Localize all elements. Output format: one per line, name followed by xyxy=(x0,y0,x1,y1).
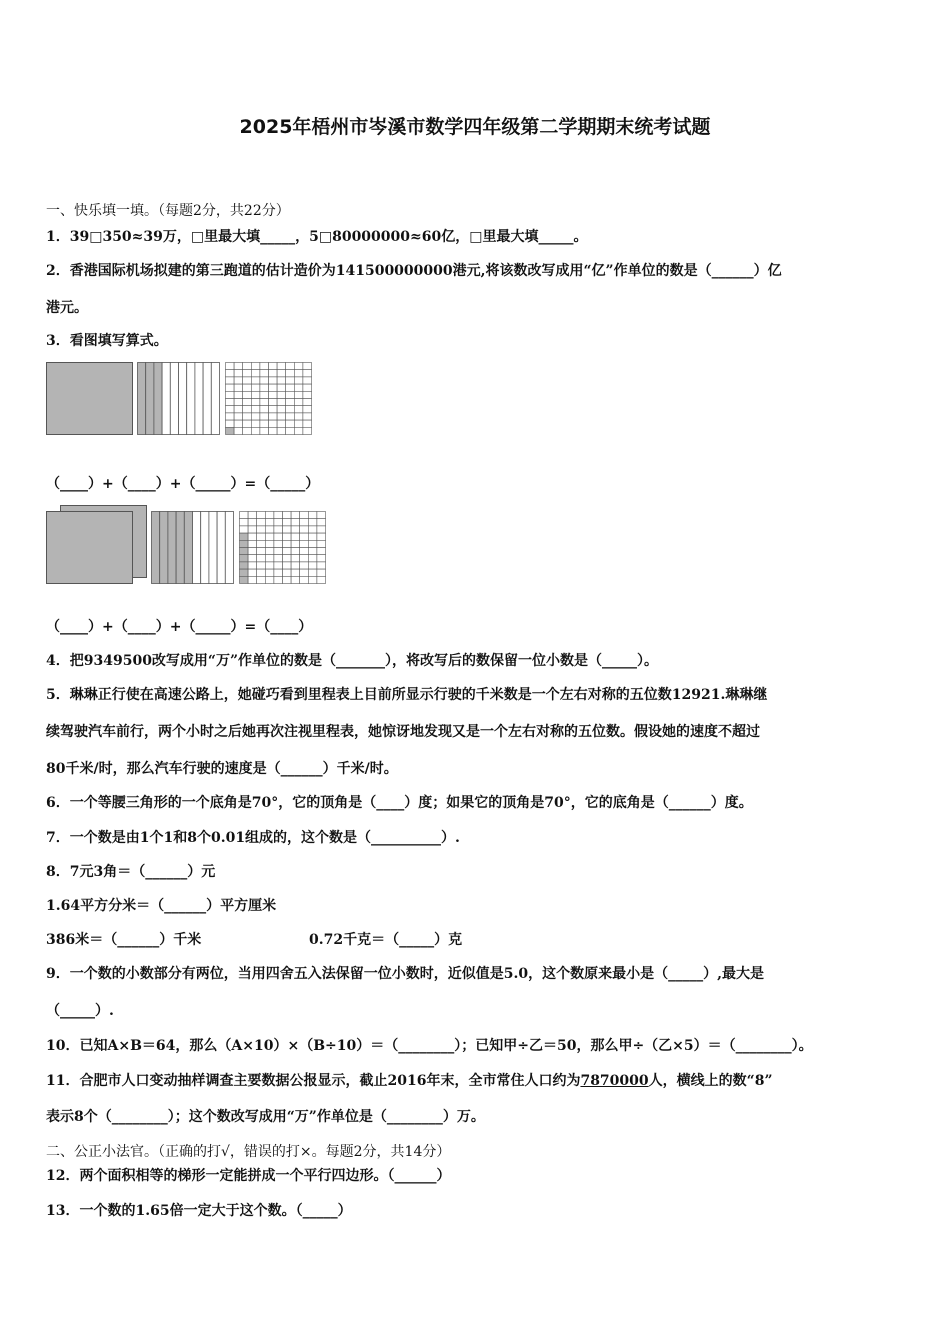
grid-cell xyxy=(251,399,260,406)
empty-strip xyxy=(179,363,187,435)
grid-cell xyxy=(291,540,300,547)
grid-cell xyxy=(303,384,312,391)
grid-cell xyxy=(269,370,278,377)
question-5-line-3: 80千米/时，那么汽车行驶的速度是（______）千米/时。 xyxy=(46,761,398,777)
shaded-strip xyxy=(160,512,168,584)
question-8-c: 386米＝（______）千米 xyxy=(46,932,202,948)
empty-strip xyxy=(170,363,178,435)
grid-cell xyxy=(243,363,252,370)
grid-cell xyxy=(257,540,266,547)
grid-cell xyxy=(277,406,286,413)
grid-cell xyxy=(303,391,312,398)
grid-cell xyxy=(260,399,269,406)
grid-cell xyxy=(283,576,292,583)
grid-cell xyxy=(294,377,303,384)
grid-cell xyxy=(277,370,286,377)
grid-cell xyxy=(291,548,300,555)
grid-cell xyxy=(243,427,252,434)
grid-cell xyxy=(294,413,303,420)
grid-cell xyxy=(300,533,309,540)
grid-cell xyxy=(248,512,257,519)
figure-2-full-squares xyxy=(46,505,148,585)
grid-cell xyxy=(317,569,326,576)
grid-cell xyxy=(260,377,269,384)
question-7: 7．一个数是由1个1和8个0.01组成的，这个数是（__________）. xyxy=(46,830,460,846)
question-11-text-after: 人，横线上的数“8” xyxy=(648,1073,773,1089)
grid-cell xyxy=(274,576,283,583)
shaded-strip xyxy=(154,363,162,435)
grid-cell xyxy=(265,526,274,533)
grid-cell xyxy=(251,377,260,384)
grid-cell xyxy=(265,540,274,547)
grid-cell xyxy=(291,519,300,526)
grid-cell xyxy=(294,384,303,391)
grid-cell xyxy=(277,399,286,406)
question-3: 3．看图填写算式。 xyxy=(46,333,168,349)
grid-cell xyxy=(300,569,309,576)
grid-cell xyxy=(257,569,266,576)
grid-cell xyxy=(286,391,295,398)
grid-cell xyxy=(251,384,260,391)
question-4: 4．把9349500改写成用“万”作单位的数是（_______），将改写后的数保留一位小数是（_____）。 xyxy=(46,653,659,669)
empty-strip xyxy=(225,512,233,584)
grid-cell xyxy=(283,569,292,576)
grid-cell xyxy=(291,555,300,562)
grid-cell xyxy=(234,420,243,427)
grid-cell xyxy=(303,377,312,384)
grid-cell xyxy=(257,555,266,562)
grid-cell xyxy=(269,384,278,391)
grid-cell xyxy=(248,555,257,562)
grid-cell xyxy=(308,540,317,547)
grid-cell xyxy=(265,512,274,519)
grid-cell xyxy=(226,377,235,384)
grid-cell xyxy=(277,420,286,427)
grid-cell xyxy=(240,526,249,533)
grid-cell xyxy=(274,548,283,555)
grid-cell xyxy=(294,370,303,377)
question-8-a: 8．7元3角＝（______）元 xyxy=(46,864,216,880)
grid-cell xyxy=(248,540,257,547)
grid-cell xyxy=(226,406,235,413)
grid-cell xyxy=(234,427,243,434)
question-11-line-1 xyxy=(46,1071,773,1091)
question-3-formula-1: （____）+（____）+（_____）=（_____） xyxy=(46,476,320,492)
grid-cell xyxy=(274,533,283,540)
grid-cell xyxy=(274,512,283,519)
grid-cell xyxy=(283,540,292,547)
grid-cell xyxy=(251,363,260,370)
grid-cell xyxy=(226,420,235,427)
grid-cell xyxy=(234,391,243,398)
grid-cell xyxy=(300,562,309,569)
question-5-line-2: 续驾驶汽车前行，两个小时之后她再次注视里程表，她惊讶地发现又是一个左右对称的五位数。假设她的速度不超过 xyxy=(46,724,760,740)
grid-cell xyxy=(283,555,292,562)
grid-cell xyxy=(269,420,278,427)
grid-cell xyxy=(243,420,252,427)
grid-cell xyxy=(277,391,286,398)
grid-cell xyxy=(243,370,252,377)
grid-cell xyxy=(248,562,257,569)
question-10: 10．已知A×B＝64，那么（A×10）×（B÷10）＝（________）；已知甲÷乙＝50，那么甲÷（乙×5）＝（________）。 xyxy=(46,1038,813,1054)
empty-strip xyxy=(209,512,217,584)
grid-cell xyxy=(291,562,300,569)
grid-cell xyxy=(248,548,257,555)
grid-cell xyxy=(257,562,266,569)
grid-cell xyxy=(283,548,292,555)
question-12: 12．两个面积相等的梯形一定能拼成一个平行四边形。（______） xyxy=(46,1168,451,1184)
grid-cell xyxy=(300,540,309,547)
grid-cell xyxy=(300,576,309,583)
grid-cell xyxy=(303,427,312,434)
grid-cell xyxy=(303,363,312,370)
figure-1-hundred-grid xyxy=(225,362,313,436)
grid-cell xyxy=(300,526,309,533)
grid-cell xyxy=(257,526,266,533)
empty-strip xyxy=(195,363,203,435)
grid-cell xyxy=(251,413,260,420)
grid-cell xyxy=(274,519,283,526)
shaded-cell xyxy=(240,533,249,540)
grid-cell xyxy=(300,548,309,555)
grid-cell xyxy=(283,512,292,519)
shaded-strip xyxy=(146,363,154,435)
grid-cell xyxy=(317,576,326,583)
grid-cell xyxy=(260,413,269,420)
grid-cell xyxy=(294,363,303,370)
shaded-strip xyxy=(138,363,146,435)
grid-cell xyxy=(265,562,274,569)
grid-cell xyxy=(265,576,274,583)
grid-cell xyxy=(283,562,292,569)
grid-cell xyxy=(286,399,295,406)
empty-strip xyxy=(193,512,201,584)
grid-cell xyxy=(286,413,295,420)
shaded-strip xyxy=(184,512,192,584)
grid-cell xyxy=(269,427,278,434)
grid-cell xyxy=(308,519,317,526)
grid-cell xyxy=(291,526,300,533)
figure-1-full-square xyxy=(46,362,134,436)
grid-cell xyxy=(234,399,243,406)
grid-cell xyxy=(286,420,295,427)
grid-cell xyxy=(274,526,283,533)
grid-cell xyxy=(274,540,283,547)
grid-cell xyxy=(283,519,292,526)
grid-cell xyxy=(260,391,269,398)
question-5-line-1: 5．琳琳正行使在高速公路上，她碰巧看到里程表上目前所显示行驶的千米数是一个左右对称的五位数12921.琳琳继 xyxy=(46,687,768,703)
figure-1-tenth-strips xyxy=(137,362,221,436)
empty-strip xyxy=(162,363,170,435)
grid-cell xyxy=(269,377,278,384)
grid-cell xyxy=(226,384,235,391)
grid-cell xyxy=(260,427,269,434)
grid-cell xyxy=(248,533,257,540)
grid-cell xyxy=(248,576,257,583)
grid-cell xyxy=(317,519,326,526)
empty-strip xyxy=(187,363,195,435)
grid-cell xyxy=(283,533,292,540)
grid-cell xyxy=(243,377,252,384)
grid-cell xyxy=(291,512,300,519)
grid-cell xyxy=(248,526,257,533)
grid-cell xyxy=(234,377,243,384)
grid-cell xyxy=(257,548,266,555)
question-8-b: 1.64平方分米＝（______）平方厘米 xyxy=(46,898,277,914)
grid-cell xyxy=(260,384,269,391)
shaded-cell xyxy=(240,540,249,547)
grid-cell xyxy=(303,399,312,406)
grid-cell xyxy=(308,555,317,562)
grid-cell xyxy=(248,569,257,576)
empty-strip xyxy=(211,363,219,435)
grid-cell xyxy=(234,406,243,413)
grid-cell xyxy=(251,370,260,377)
grid-cell xyxy=(308,533,317,540)
grid-cell xyxy=(257,519,266,526)
grid-cell xyxy=(248,519,257,526)
grid-cell xyxy=(265,519,274,526)
grid-cell xyxy=(317,533,326,540)
grid-cell xyxy=(226,363,235,370)
grid-cell xyxy=(294,406,303,413)
grid-cell xyxy=(291,576,300,583)
section-2-heading: 二、公正小法官。（正确的打√，错误的打×。每题2分，共14分） xyxy=(46,1144,451,1160)
empty-strip xyxy=(217,512,225,584)
question-9-line-2: （_____）. xyxy=(46,1003,114,1019)
grid-cell xyxy=(308,548,317,555)
grid-cell xyxy=(317,512,326,519)
grid-cell xyxy=(277,413,286,420)
grid-cell xyxy=(317,526,326,533)
question-9-line-1: 9．一个数的小数部分有两位，当用四舍五入法保留一位小数时，近似值是5.0，这个数原来最小是（_____）,最大是 xyxy=(46,966,764,982)
grid-cell xyxy=(308,526,317,533)
grid-cell xyxy=(226,413,235,420)
grid-cell xyxy=(251,391,260,398)
question-1: 1．39□350≈39万，□里最大填_____，5□80000000≈60亿，□里最大填_____。 xyxy=(46,229,588,245)
question-8-d: 0.72千克＝（_____）克 xyxy=(309,932,463,948)
question-3-formula-2: （____）+（____）+（_____）=（____） xyxy=(46,619,313,635)
grid-cell xyxy=(257,533,266,540)
grid-cell xyxy=(240,519,249,526)
grid-cell xyxy=(277,384,286,391)
shaded-cell xyxy=(240,562,249,569)
question-11-line-2: 表示8个（________）；这个数改写成用“万”作单位是（________）万。 xyxy=(46,1109,485,1125)
grid-cell xyxy=(317,562,326,569)
question-2-line-2: 港元。 xyxy=(46,300,88,316)
grid-cell xyxy=(274,555,283,562)
shaded-cell xyxy=(240,569,249,576)
grid-cell xyxy=(317,555,326,562)
grid-cell xyxy=(308,562,317,569)
grid-cell xyxy=(277,377,286,384)
grid-cell xyxy=(286,427,295,434)
shaded-cell xyxy=(240,548,249,555)
grid-cell xyxy=(234,384,243,391)
grid-cell xyxy=(294,399,303,406)
grid-cell xyxy=(300,555,309,562)
question-11-population-number: 7870000 xyxy=(580,1073,649,1089)
grid-cell xyxy=(243,399,252,406)
grid-cell xyxy=(269,413,278,420)
grid-cell xyxy=(291,569,300,576)
grid-cell xyxy=(317,540,326,547)
grid-cell xyxy=(294,391,303,398)
grid-cell xyxy=(286,377,295,384)
grid-cell xyxy=(243,384,252,391)
grid-cell xyxy=(243,406,252,413)
grid-cell xyxy=(260,363,269,370)
grid-cell xyxy=(303,413,312,420)
grid-cell xyxy=(303,406,312,413)
grid-cell xyxy=(303,370,312,377)
grid-cell xyxy=(308,569,317,576)
page-title: 2025年梧州市岑溪市数学四年级第二学期期末统考试题 xyxy=(239,116,711,138)
grid-cell xyxy=(251,427,260,434)
empty-strip xyxy=(201,512,209,584)
grid-cell xyxy=(286,406,295,413)
grid-cell xyxy=(294,427,303,434)
grid-cell xyxy=(260,420,269,427)
grid-cell xyxy=(308,576,317,583)
grid-cell xyxy=(260,370,269,377)
grid-cell xyxy=(286,384,295,391)
shaded-strip xyxy=(152,512,160,584)
grid-cell xyxy=(269,406,278,413)
shaded-strip xyxy=(176,512,184,584)
grid-cell xyxy=(234,370,243,377)
grid-cell xyxy=(265,533,274,540)
figure-2-hundred-grid xyxy=(239,511,327,585)
grid-cell xyxy=(265,569,274,576)
grid-cell xyxy=(251,420,260,427)
grid-cell xyxy=(234,413,243,420)
grid-cell xyxy=(308,512,317,519)
grid-cell xyxy=(257,512,266,519)
grid-cell xyxy=(283,526,292,533)
grid-cell xyxy=(300,519,309,526)
figure-2-tenth-strips xyxy=(151,511,235,585)
grid-cell xyxy=(286,370,295,377)
question-13: 13．一个数的1.65倍一定大于这个数。（_____） xyxy=(46,1203,352,1219)
grid-cell xyxy=(265,548,274,555)
shaded-cell xyxy=(226,427,235,434)
grid-cell xyxy=(260,406,269,413)
grid-cell xyxy=(265,555,274,562)
empty-strip xyxy=(203,363,211,435)
grid-cell xyxy=(243,413,252,420)
grid-cell xyxy=(269,399,278,406)
grid-cell xyxy=(251,406,260,413)
grid-cell xyxy=(277,427,286,434)
grid-cell xyxy=(300,512,309,519)
shaded-strip xyxy=(168,512,176,584)
grid-cell xyxy=(234,363,243,370)
grid-cell xyxy=(274,562,283,569)
question-6: 6．一个等腰三角形的一个底角是70°，它的顶角是（____）度；如果它的顶角是70°，它的底角是（______）度。 xyxy=(46,795,753,811)
question-11-text-before: 11．合肥市人口变动抽样调查主要数据公报显示，截止2016年末，全市常住人口约为 xyxy=(46,1073,581,1089)
grid-cell xyxy=(226,391,235,398)
grid-cell xyxy=(243,391,252,398)
grid-cell xyxy=(274,569,283,576)
shaded-cell xyxy=(240,576,249,583)
question-2-line-1: 2．香港国际机场拟建的第三跑道的估计造价为141500000000港元,将该数改写成用“亿”作单位的数是（______）亿 xyxy=(46,263,782,279)
grid-cell xyxy=(303,420,312,427)
grid-cell xyxy=(317,548,326,555)
shaded-cell xyxy=(240,555,249,562)
grid-cell xyxy=(226,399,235,406)
grid-cell xyxy=(269,391,278,398)
grid-cell xyxy=(286,363,295,370)
grid-cell xyxy=(269,363,278,370)
grid-cell xyxy=(257,576,266,583)
section-1-heading: 一、快乐填一填。（每题2分，共22分） xyxy=(46,203,290,219)
grid-cell xyxy=(277,363,286,370)
grid-cell xyxy=(294,420,303,427)
grid-cell xyxy=(291,533,300,540)
grid-cell xyxy=(226,370,235,377)
grid-cell xyxy=(240,512,249,519)
